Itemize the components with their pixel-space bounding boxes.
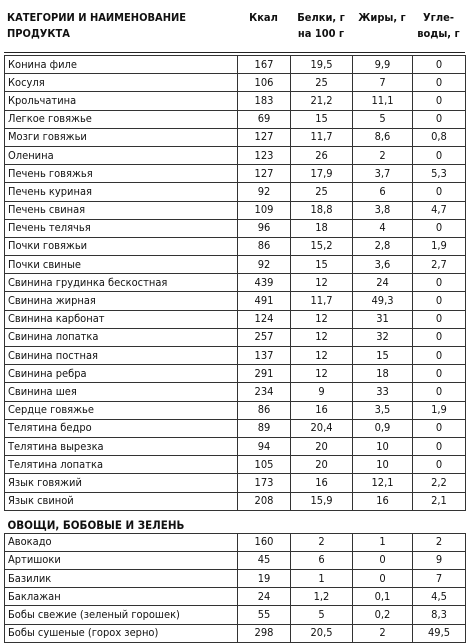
carbs-cell: 2,1 xyxy=(413,492,466,510)
fat-cell: 1 xyxy=(353,533,413,551)
protein-cell: 21,2 xyxy=(291,92,353,110)
header-protein: Белки, г на 100 г xyxy=(297,11,345,40)
carbs-cell: 8,3 xyxy=(413,606,466,624)
protein-cell: 11,7 xyxy=(291,292,353,310)
kcal-cell: 257 xyxy=(238,328,291,346)
fat-cell: 2 xyxy=(353,146,413,164)
table-row xyxy=(5,219,466,237)
fat-cell: 5 xyxy=(353,110,413,128)
fat-cell: 0 xyxy=(353,551,413,569)
table-row xyxy=(5,310,466,328)
protein-cell: 20,4 xyxy=(291,419,353,437)
kcal-cell: 69 xyxy=(238,110,291,128)
table-row xyxy=(5,401,466,419)
table-row xyxy=(5,292,466,310)
fat-cell: 2,8 xyxy=(353,237,413,255)
kcal-cell: 55 xyxy=(238,606,291,624)
product-name-cell: Телятина лопатка xyxy=(5,456,238,474)
protein-cell: 18,8 xyxy=(291,201,353,219)
fat-cell: 10 xyxy=(353,437,413,455)
carbs-cell: 0 xyxy=(413,456,466,474)
product-name-cell: Свинина жирная xyxy=(5,292,238,310)
table-row xyxy=(5,92,466,110)
protein-cell: 15,9 xyxy=(291,492,353,510)
kcal-cell: 89 xyxy=(238,419,291,437)
table-row xyxy=(5,201,466,219)
product-name-cell: Косуля xyxy=(5,74,238,92)
table-row xyxy=(5,56,466,74)
fat-cell: 9,9 xyxy=(353,56,413,74)
protein-cell: 18 xyxy=(291,219,353,237)
fat-cell: 8,6 xyxy=(353,128,413,146)
fat-cell: 4 xyxy=(353,219,413,237)
table-row xyxy=(5,624,466,642)
kcal-cell: 24 xyxy=(238,588,291,606)
fat-cell: 3,6 xyxy=(353,256,413,274)
carbs-cell: 0 xyxy=(413,365,466,383)
kcal-cell: 491 xyxy=(238,292,291,310)
product-name-cell: Авокадо xyxy=(5,533,238,551)
product-name-cell: Бобы свежие (зеленый горошек) xyxy=(5,606,238,624)
table-row xyxy=(5,165,466,183)
fat-cell: 33 xyxy=(353,383,413,401)
table-row xyxy=(5,492,466,510)
table-row xyxy=(5,419,466,437)
fat-cell: 0,1 xyxy=(353,588,413,606)
table-row xyxy=(5,588,466,606)
header-product-name: КАТЕГОРИИ И НАИМЕНОВАНИЕ ПРОДУКТА xyxy=(7,11,187,40)
product-name-cell: Артишоки xyxy=(5,551,238,569)
product-name-cell: Печень свиная xyxy=(5,201,238,219)
table-row xyxy=(5,456,466,474)
product-name-cell: Свинина шея xyxy=(5,383,238,401)
nutrition-table-sheet xyxy=(4,4,465,643)
table-row xyxy=(5,256,466,274)
product-name-cell: Баклажан xyxy=(5,588,238,606)
product-name-cell: Свинина грудинка бескостная xyxy=(5,274,238,292)
carbs-cell: 4,5 xyxy=(413,588,466,606)
carbs-cell: 0 xyxy=(413,110,466,128)
kcal-cell: 19 xyxy=(238,570,291,588)
protein-cell: 26 xyxy=(291,146,353,164)
carbs-cell: 0 xyxy=(413,74,466,92)
fat-cell: 3,7 xyxy=(353,165,413,183)
table-row xyxy=(5,274,466,292)
table-row xyxy=(5,110,466,128)
product-name-cell: Язык говяжий xyxy=(5,474,238,492)
kcal-cell: 183 xyxy=(238,92,291,110)
protein-cell: 12 xyxy=(291,347,353,365)
kcal-cell: 127 xyxy=(238,165,291,183)
kcal-cell: 234 xyxy=(238,383,291,401)
protein-cell: 9 xyxy=(291,383,353,401)
table-row xyxy=(5,183,466,201)
fat-cell: 18 xyxy=(353,365,413,383)
protein-cell: 11,7 xyxy=(291,128,353,146)
protein-cell: 1,2 xyxy=(291,588,353,606)
carbs-cell: 49,5 xyxy=(413,624,466,642)
fat-cell: 49,3 xyxy=(353,292,413,310)
section-heading-row xyxy=(5,511,466,534)
protein-cell: 15,2 xyxy=(291,237,353,255)
fat-cell: 16 xyxy=(353,492,413,510)
veg-table xyxy=(4,511,466,643)
table-row xyxy=(5,237,466,255)
header-carbs: Угле- воды, г xyxy=(417,11,460,40)
kcal-cell: 298 xyxy=(238,624,291,642)
header-fat: Жиры, г xyxy=(358,11,406,24)
kcal-cell: 106 xyxy=(238,74,291,92)
product-name-cell: Телятина вырезка xyxy=(5,437,238,455)
protein-cell: 17,9 xyxy=(291,165,353,183)
product-name-cell: Свинина ребра xyxy=(5,365,238,383)
carbs-cell: 0,8 xyxy=(413,128,466,146)
table-row xyxy=(5,328,466,346)
carbs-cell: 5,3 xyxy=(413,165,466,183)
fat-cell: 11,1 xyxy=(353,92,413,110)
protein-cell: 5 xyxy=(291,606,353,624)
kcal-cell: 92 xyxy=(238,256,291,274)
carbs-cell: 0 xyxy=(413,183,466,201)
table-row xyxy=(5,437,466,455)
protein-cell: 19,5 xyxy=(291,56,353,74)
section-title: ОВОЩИ, БОБОВЫЕ И ЗЕЛЕНЬ xyxy=(7,517,185,532)
fat-cell: 0 xyxy=(353,570,413,588)
protein-cell: 16 xyxy=(291,401,353,419)
carbs-cell: 0 xyxy=(413,274,466,292)
product-name-cell: Крольчатина xyxy=(5,92,238,110)
protein-cell: 2 xyxy=(291,533,353,551)
kcal-cell: 160 xyxy=(238,533,291,551)
kcal-cell: 86 xyxy=(238,237,291,255)
carbs-cell: 0 xyxy=(413,146,466,164)
protein-cell: 25 xyxy=(291,183,353,201)
protein-cell: 20 xyxy=(291,456,353,474)
kcal-cell: 291 xyxy=(238,365,291,383)
kcal-cell: 137 xyxy=(238,347,291,365)
protein-cell: 16 xyxy=(291,474,353,492)
table-row xyxy=(5,383,466,401)
table-row xyxy=(5,570,466,588)
product-name-cell: Язык свиной xyxy=(5,492,238,510)
fat-cell: 7 xyxy=(353,74,413,92)
kcal-cell: 173 xyxy=(238,474,291,492)
fat-cell: 6 xyxy=(353,183,413,201)
product-name-cell: Почки свиные xyxy=(5,256,238,274)
carbs-cell: 7 xyxy=(413,570,466,588)
fat-cell: 3,5 xyxy=(353,401,413,419)
product-name-cell: Легкое говяжье xyxy=(5,110,238,128)
header-kcal: Ккал xyxy=(249,11,278,24)
carbs-cell: 0 xyxy=(413,219,466,237)
fat-cell: 24 xyxy=(353,274,413,292)
table-row xyxy=(5,128,466,146)
carbs-cell: 2,2 xyxy=(413,474,466,492)
carbs-cell: 1,9 xyxy=(413,401,466,419)
carbs-cell: 1,9 xyxy=(413,237,466,255)
fat-cell: 10 xyxy=(353,456,413,474)
carbs-cell: 0 xyxy=(413,92,466,110)
product-name-cell: Свинина карбонат xyxy=(5,310,238,328)
kcal-cell: 123 xyxy=(238,146,291,164)
carbs-cell: 0 xyxy=(413,56,466,74)
product-name-cell: Свинина постная xyxy=(5,347,238,365)
protein-cell: 12 xyxy=(291,328,353,346)
table-row xyxy=(5,146,466,164)
table-row xyxy=(5,551,466,569)
kcal-cell: 45 xyxy=(238,551,291,569)
meat-table xyxy=(4,55,466,511)
kcal-cell: 94 xyxy=(238,437,291,455)
table-row xyxy=(5,365,466,383)
table-row xyxy=(5,347,466,365)
product-name-cell: Конина филе xyxy=(5,56,238,74)
product-name-cell: Базилик xyxy=(5,570,238,588)
fat-cell: 0,2 xyxy=(353,606,413,624)
protein-cell: 20 xyxy=(291,437,353,455)
product-name-cell: Печень телячья xyxy=(5,219,238,237)
carbs-cell: 0 xyxy=(413,383,466,401)
fat-cell: 15 xyxy=(353,347,413,365)
product-name-cell: Сердце говяжье xyxy=(5,401,238,419)
carbs-cell: 0 xyxy=(413,292,466,310)
protein-cell: 1 xyxy=(291,570,353,588)
kcal-cell: 86 xyxy=(238,401,291,419)
product-name-cell: Мозги говяжьи xyxy=(5,128,238,146)
kcal-cell: 167 xyxy=(238,56,291,74)
kcal-cell: 124 xyxy=(238,310,291,328)
fat-cell: 2 xyxy=(353,624,413,642)
fat-cell: 3,8 xyxy=(353,201,413,219)
product-name-cell: Печень куриная xyxy=(5,183,238,201)
carbs-cell: 9 xyxy=(413,551,466,569)
product-name-cell: Печень говяжья xyxy=(5,165,238,183)
kcal-cell: 127 xyxy=(238,128,291,146)
kcal-cell: 208 xyxy=(238,492,291,510)
table-header xyxy=(4,4,465,53)
fat-cell: 31 xyxy=(353,310,413,328)
carbs-cell: 0 xyxy=(413,419,466,437)
protein-cell: 6 xyxy=(291,551,353,569)
carbs-cell: 0 xyxy=(413,437,466,455)
carbs-cell: 4,7 xyxy=(413,201,466,219)
fat-cell: 12,1 xyxy=(353,474,413,492)
fat-cell: 0,9 xyxy=(353,419,413,437)
kcal-cell: 105 xyxy=(238,456,291,474)
kcal-cell: 92 xyxy=(238,183,291,201)
product-name-cell: Свинина лопатка xyxy=(5,328,238,346)
table-row xyxy=(5,606,466,624)
product-name-cell: Почки говяжьи xyxy=(5,237,238,255)
table-row xyxy=(5,74,466,92)
carbs-cell: 0 xyxy=(413,310,466,328)
kcal-cell: 109 xyxy=(238,201,291,219)
kcal-cell: 439 xyxy=(238,274,291,292)
protein-cell: 12 xyxy=(291,365,353,383)
kcal-cell: 96 xyxy=(238,219,291,237)
carbs-cell: 2 xyxy=(413,533,466,551)
protein-cell: 12 xyxy=(291,310,353,328)
fat-cell: 32 xyxy=(353,328,413,346)
product-name-cell: Бобы сушеные (горох зерно) xyxy=(5,624,238,642)
protein-cell: 15 xyxy=(291,256,353,274)
carbs-cell: 0 xyxy=(413,347,466,365)
protein-cell: 15 xyxy=(291,110,353,128)
product-name-cell: Оленина xyxy=(5,146,238,164)
protein-cell: 20,5 xyxy=(291,624,353,642)
product-name-cell: Телятина бедро xyxy=(5,419,238,437)
protein-cell: 25 xyxy=(291,74,353,92)
protein-cell: 12 xyxy=(291,274,353,292)
table-row xyxy=(5,533,466,551)
carbs-cell: 0 xyxy=(413,328,466,346)
table-row xyxy=(5,474,466,492)
carbs-cell: 2,7 xyxy=(413,256,466,274)
